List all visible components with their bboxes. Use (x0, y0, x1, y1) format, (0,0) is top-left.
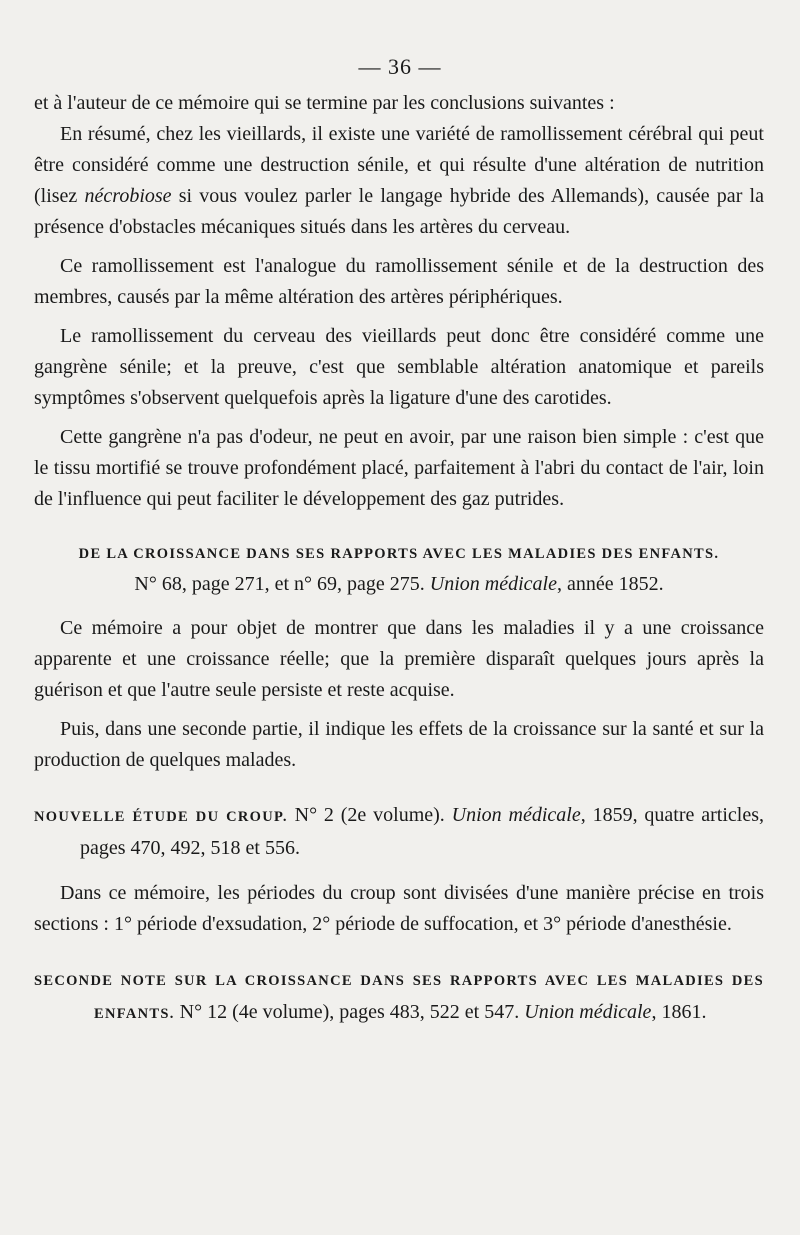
reference-text: , 1861. (651, 1001, 707, 1023)
section-heading: DE LA CROISSANCE DANS SES RAPPORTS AVEC LES MALADIES DES ENFANTS. (78, 546, 720, 562)
section-entry (34, 800, 764, 864)
text-run: si vous voulez parler le langage hybride des Allemands), causée par la présence d'obstacles mécaniques situés dans les artères du cerveau. (34, 185, 764, 238)
page-number: — 36 — (358, 54, 442, 79)
page-body (34, 88, 764, 1030)
paragraph: Ce ramollissement est l'analogue du ramollissement sénile et de la destruction des membres, causés par la même altération des artères périphériques. (34, 255, 764, 308)
journal-name: Union médicale (429, 573, 557, 595)
journal-name: Union médicale (451, 804, 581, 826)
paragraph: et à l'auteur de ce mémoire qui se termine par les conclusions suivantes : (34, 92, 615, 114)
paragraph: Cette gangrène n'a pas d'odeur, ne peut en avoir, par une raison bien simple : c'est que le tissu mortifié se trouve profondément placé, parfaitement à l'abri du contact de l'air, loin de l'influence qui peut faciliter le développement des gaz putrides. (34, 426, 764, 510)
section-heading: NOUVELLE ÉTUDE DU CROUP. (34, 809, 288, 825)
journal-name: Union médicale (524, 1001, 652, 1023)
text-run: En résumé, chez les vieillards, il existe une variété de ramollissement cérébral qui peut être considéré comme une destruction sénile, et qui résulte d'une altération de nutrition (lisez (34, 123, 764, 207)
reference-text: N° 2 (2e volume). (287, 804, 452, 826)
paragraph: Ce mémoire a pour objet de montrer que dans les maladies il y a une croissance apparente et une croissance réelle; que la première disparaît quelques jours après la guérison et que l'autre seule persiste et reste acquise. (34, 617, 764, 701)
paragraph: Le ramollissement du cerveau des vieillards peut donc être considéré comme une gangrène sénile; et la preuve, c'est que semblable altération anatomique et pareils symptômes s'observent quelquefois après la ligature d'une des carotides. (34, 325, 764, 409)
section-entry (34, 964, 764, 1030)
reference-text: , 1859, quatre articles, pages 470, 492, 518 et 556. (80, 804, 764, 859)
italic-term: nécrobiose (84, 185, 172, 207)
reference-text: , année 1852. (556, 573, 664, 595)
reference-text: N° 68, page 271, et n° 69, page 275. (134, 573, 430, 595)
paragraph (34, 119, 764, 243)
paragraph: Dans ce mémoire, les périodes du croup sont divisées d'une manière précise en trois sections : 1° période d'exsudation, 2° période de suffocation, et 3° période d'anesthésie. (34, 882, 764, 935)
reference-text: N° 12 (4e volume), pages 483, 522 et 547. (174, 1001, 525, 1023)
paragraph: Puis, dans une seconde partie, il indique les effets de la croissance sur la santé et sur la production de quelques malades. (34, 718, 764, 771)
section-reference (34, 569, 764, 599)
section-heading: SECONDE NOTE SUR LA CROISSANCE DANS SES RAPPORTS AVEC LES MALADIES DES ENFANTS. (34, 973, 764, 1022)
